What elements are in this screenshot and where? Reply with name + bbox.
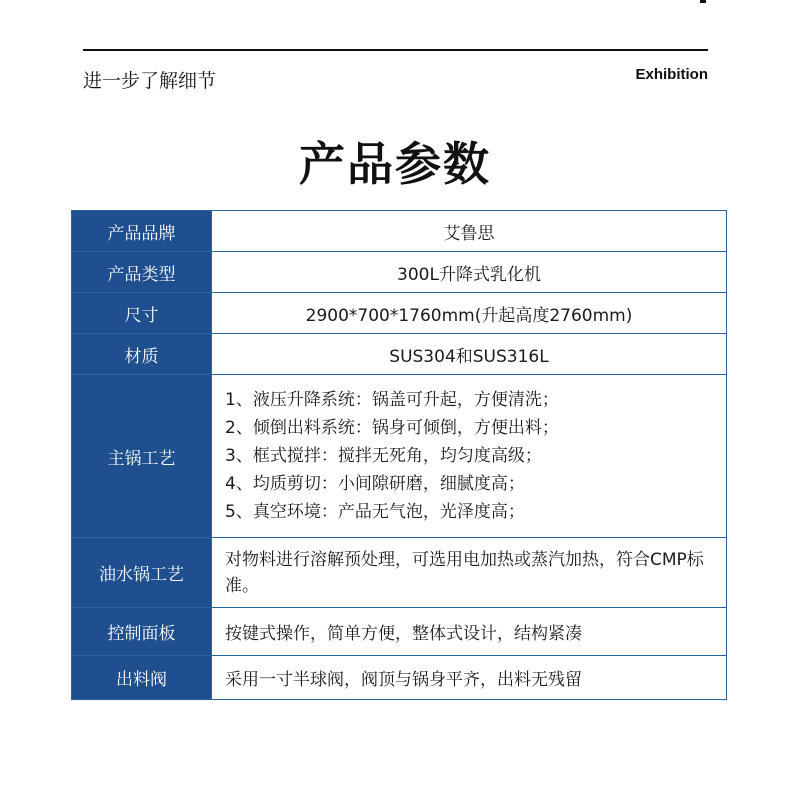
process-line: 3、框式搅拌：搅拌无死角，均匀度高级； (225, 446, 542, 466)
spec-row-oil-water-pot (72, 538, 727, 608)
spec-value: SUS304和SUS316L (212, 334, 727, 375)
process-line: 4、均质剪切：小间隙研磨，细腻度高； (225, 474, 525, 494)
process-line: 5、真空环境：产品无气泡，光泽度高； (225, 502, 525, 522)
spec-label: 产品品牌 (72, 211, 212, 252)
spec-row-main-pot (72, 375, 727, 538)
process-line: 1、液压升降系统：锅盖可升起，方便清洗； (225, 390, 559, 410)
spec-row-material (72, 334, 727, 375)
spec-value: 2900*700*1760mm(升起高度2760mm) (212, 293, 727, 334)
spec-row-type (72, 252, 727, 293)
spec-label: 控制面板 (72, 608, 212, 656)
top-divider (83, 49, 708, 51)
section-subheading: 进一步了解细节 (83, 70, 217, 92)
spec-value: 艾鲁思 (212, 211, 727, 252)
corner-mark (700, 0, 706, 3)
spec-label: 尺寸 (72, 293, 212, 334)
spec-label: 产品类型 (72, 252, 212, 293)
page-title: 产品参数 (299, 137, 491, 191)
spec-value: 采用一寸半球阀，阀顶与锅身平齐，出料无残留 (212, 656, 727, 700)
spec-row-discharge-valve (72, 656, 727, 700)
spec-value: 300L升降式乳化机 (212, 252, 727, 293)
spec-value-list (212, 375, 727, 538)
spec-row-control-panel (72, 608, 727, 656)
spec-label: 出料阀 (72, 656, 212, 700)
exhibition-tag: Exhibition (635, 66, 708, 83)
spec-row-brand (72, 211, 727, 252)
spec-label: 油水锅工艺 (72, 538, 212, 608)
process-line: 2、倾倒出料系统：锅身可倾倒，方便出料； (225, 418, 559, 438)
spec-value: 按键式操作，简单方便，整体式设计，结构紧凑 (212, 608, 727, 656)
spec-value: 对物料进行溶解预处理，可选用电加热或蒸汽加热，符合CMP标准。 (212, 538, 727, 608)
spec-table (71, 210, 727, 700)
spec-row-size (72, 293, 727, 334)
spec-label: 主锅工艺 (72, 375, 212, 538)
spec-label: 材质 (72, 334, 212, 375)
